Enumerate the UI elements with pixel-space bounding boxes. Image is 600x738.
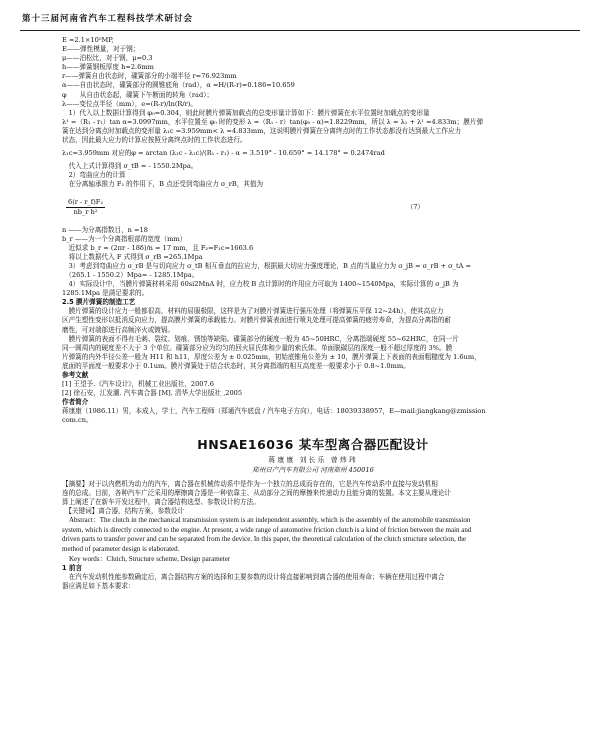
abstract-en-line: Abstract：The clutch in the mechanical transmission system is an independent assembly, which is the assembly of the automobile transmission xyxy=(62,515,471,524)
page-content xyxy=(62,36,564,592)
text-line: E——弹性模量，对于钢； xyxy=(62,45,140,54)
keywords-cn: 【关键词】离合器，结构方案，参数设计 xyxy=(62,506,184,515)
paper-title: HNSAE16036 某车型离合器匹配设计 xyxy=(197,436,429,452)
text-line: λ¹ =（R₁ - r₁）tan α=3.0997mm，水平位置至 φ₀ 时的变形 λ =（R₁ - r）tan(φ₀ - α)=1.8229mm，所以 λ = λ₁ + λ¹ =4.833m；膜片弹 xyxy=(62,117,484,126)
text-line: 近似求 b_r = (2πr - 18δ)/n = 17 mm，且 F₂=F₁c=1663.6 xyxy=(62,243,254,252)
equation-number: （7） xyxy=(406,202,424,211)
text-line: 底面的平面度一般要求小于 0.1um。膜片弹簧处于结合状态时，其分离指端的相互高度差一般要求小于 0.8~1.0mm。 xyxy=(62,361,410,370)
text-line: μ——泊松比，对于钢，μ=0.3 xyxy=(62,54,153,63)
text-line: r——弹簧自由状态时，碟簧部分的小端半径 r=76.923mm xyxy=(62,72,237,81)
reference-item: [1] 王望予.《汽车设计》，机械工业出版社，2007.6 xyxy=(62,380,214,389)
text-line: 膜片弹簧的设计应力一般都很高，材料的屈服极限，这样是为了对膜片弹簧进行强压处理（将弹簧压平保 12~24h），使其高应力 xyxy=(62,307,444,316)
text-line: λ——变位点半径（mm），e=(R-r)/ln(R/r)。 xyxy=(62,99,197,108)
paper-authors: 蒋康康 刘长乐 曾炜玮 xyxy=(268,455,358,464)
intro-line: 器应满足如下基本要求： xyxy=(62,582,135,591)
text-line: 1285.1Mpa 是满足要求的。 xyxy=(62,289,149,298)
text-line: 在分离轴承推力 F₂ 的作用下，B 点还受到弯曲应力 σ_rB，其值为 xyxy=(62,180,264,189)
formula-fraction xyxy=(66,198,105,217)
text-line: 2）弯曲应力的计算 xyxy=(62,171,126,180)
reference-item: [2] 徐石安，江发潮. 汽车离合器 [M]. 清华大学出版社 ,2005 xyxy=(62,389,243,398)
text-line: 状态，因此最大应力的计算应按照分离终点时的工作状态进行。 xyxy=(62,136,247,145)
top-block xyxy=(62,36,564,145)
text-line: E =2.1×10⁵MP, xyxy=(62,36,114,44)
section-heading-intro: 1 前言 xyxy=(62,564,83,573)
abstract-cn-line: 连的总成。目前，各种汽车广泛采用的摩擦离合器是一种依靠主、从动部分之间的摩擦来传递动力且能分离的装置。本文主要从理论计 xyxy=(62,488,452,497)
text-line: 将以上数据代入 F 式得到 σ_rB =265.1Mpa xyxy=(62,252,203,261)
references-heading: 参考文献 xyxy=(62,371,89,379)
author-info-line: 蒋康康（1986.11）男，本成人，学士，汽车工程师（郑通汽车底盘 / 汽车电子方向），电话：18039338957，E—mail:jiangkang@zmission xyxy=(62,407,486,416)
author-info-line: com.cn。 xyxy=(62,416,93,425)
formula-numerator: 6(r - r_f)F₂ xyxy=(66,198,105,208)
text-line: 簧在达到分离点时加载点的变形量 λ₁c =3.959mm< λ =4.833mm，这说明膜片弹簧在分离终点时的工作状态都没有达到最大工作应力 xyxy=(62,126,462,135)
abstract-cn-line: 【摘要】对于以内燃机为动力的汽车，离合器在机械传动系中是作为一个独立的总成而存在的，它是汽车传动系中直接与发动机相 xyxy=(62,479,438,488)
text-line: 代入上式计算得到 σ_tB = - 1550.2Mpa。 xyxy=(62,162,198,171)
formula-denominator: nb_r h² xyxy=(73,208,98,216)
abstract-cn-line: 算上阐述了在新车开发过程中，离合器结构选型、参数设计的方法。 xyxy=(62,497,260,506)
paper-affiliation: 郑州日产汽车有限公司 河南郑州 450016 xyxy=(252,466,374,475)
abstract-en-line: method of parameter design is elaborated. xyxy=(62,544,180,553)
author-info-heading: 作者简介 xyxy=(62,398,89,407)
section-heading: 2.5 膜片弹簧的制造工艺 xyxy=(62,298,136,307)
text-line: （265.1 - 1550.2）Mpa= - 1285.1Mpa。 xyxy=(62,270,199,279)
text-line: 4）实际设计中，当膜片弹簧材料采用 60si2MnA 时，应力校 B 点计算时的许用应力可取为 1400~1540Mpa，实际计算的 σ_jB 为 xyxy=(62,280,459,289)
abstract-en-line: system, which is directly connected to the engine. At present, a wide range of automotive friction clutch is a kind of friction between the main and xyxy=(62,525,472,534)
header-rule xyxy=(20,30,580,31)
text-line: 区产生塑性变形以抵消反向应力，提高膜片弹簧的承载能力。对膜片弹簧表面进行喷丸处理可提高弹簧的疲劳寿命，为提高分离指的耐 xyxy=(62,316,452,325)
text-line: 3）考虑到弯曲应力 σ_rB 是与切向应力 σ_tB 相互垂直的拉应力，根据最大切应力强度理论，B 点的当量应力为 σ_jB = σ_rB + σ_tA = xyxy=(62,261,471,270)
text-line: n ——为分离指数目，n =18 xyxy=(62,225,148,234)
keywords-en: Key words：Clutch, Structure scheme, Design parameter xyxy=(62,554,231,563)
text-line: α——自由状态时，碟簧部分的圆锥底角（rad），α =H/(R-r)=0.186=10.659 xyxy=(62,81,295,90)
text-line: 膜片弹簧的表面不得有毛刺、裂纹、划痕、锈蚀等缺陷。碟簧部分的硬度一般为 45~50HRC，分离指端硬度 55~62HRC，在同一片 xyxy=(62,334,459,343)
text-line: 1）代入以上数据计算得到 φ₀=0.304，则此时膜片弹簧加载点的总变形量计算如下：膜片弹簧在水平位置时加载点的变形量 xyxy=(62,108,430,117)
text-line: φ 从自由状态起，碟簧下午断面的转角（rad）； xyxy=(62,90,214,99)
phi-equation: λ₁c=3.959mm 对应的φ = arctan (λ₁c - λ₁c)/(R₁ - r₁) - α = 3.519° - 10.659° = 14.178° = 0.2474rad xyxy=(62,149,385,158)
running-header: 第十三届河南省汽车工程科技学术研讨会 xyxy=(22,14,194,24)
intro-line: 在汽车发动机性能参数确定后，离合器结构方案的选择和主要参数的设计将直接影响到离合器的使用寿命；车辆在使用过程中离合 xyxy=(62,573,445,582)
bending-stress-formula xyxy=(62,190,564,226)
text-line: 同一圆周内的硬度差不大于 3 个单位。碟簧部分应为均匀的回火屈氏体和少量的索氏体。单面脱碳层的深度一般不超过厚度的 3%。膜 xyxy=(62,343,453,352)
text-line: 磨性，可对端部进行高频淬火或镀镉。 xyxy=(62,325,175,334)
text-line: b_r ——为一个分离指根部的宽度（mm） xyxy=(62,234,187,243)
text-line: 片弹簧的内外半径公差一般为 H11 和 h11，厚度公差为 ± 0.025mm，初始底锥角公差为 ± 10，膜片弹簧上下表面的表面粗糙度为 1.6um， xyxy=(62,352,481,361)
text-line: h——弹簧钢板厚度 h=2.6mm xyxy=(62,63,154,72)
abstract-en-line: driven parts to transfer power and can be separated from the device. In this paper, the theoretical calculation of the clutch structure selection, the xyxy=(62,535,466,544)
